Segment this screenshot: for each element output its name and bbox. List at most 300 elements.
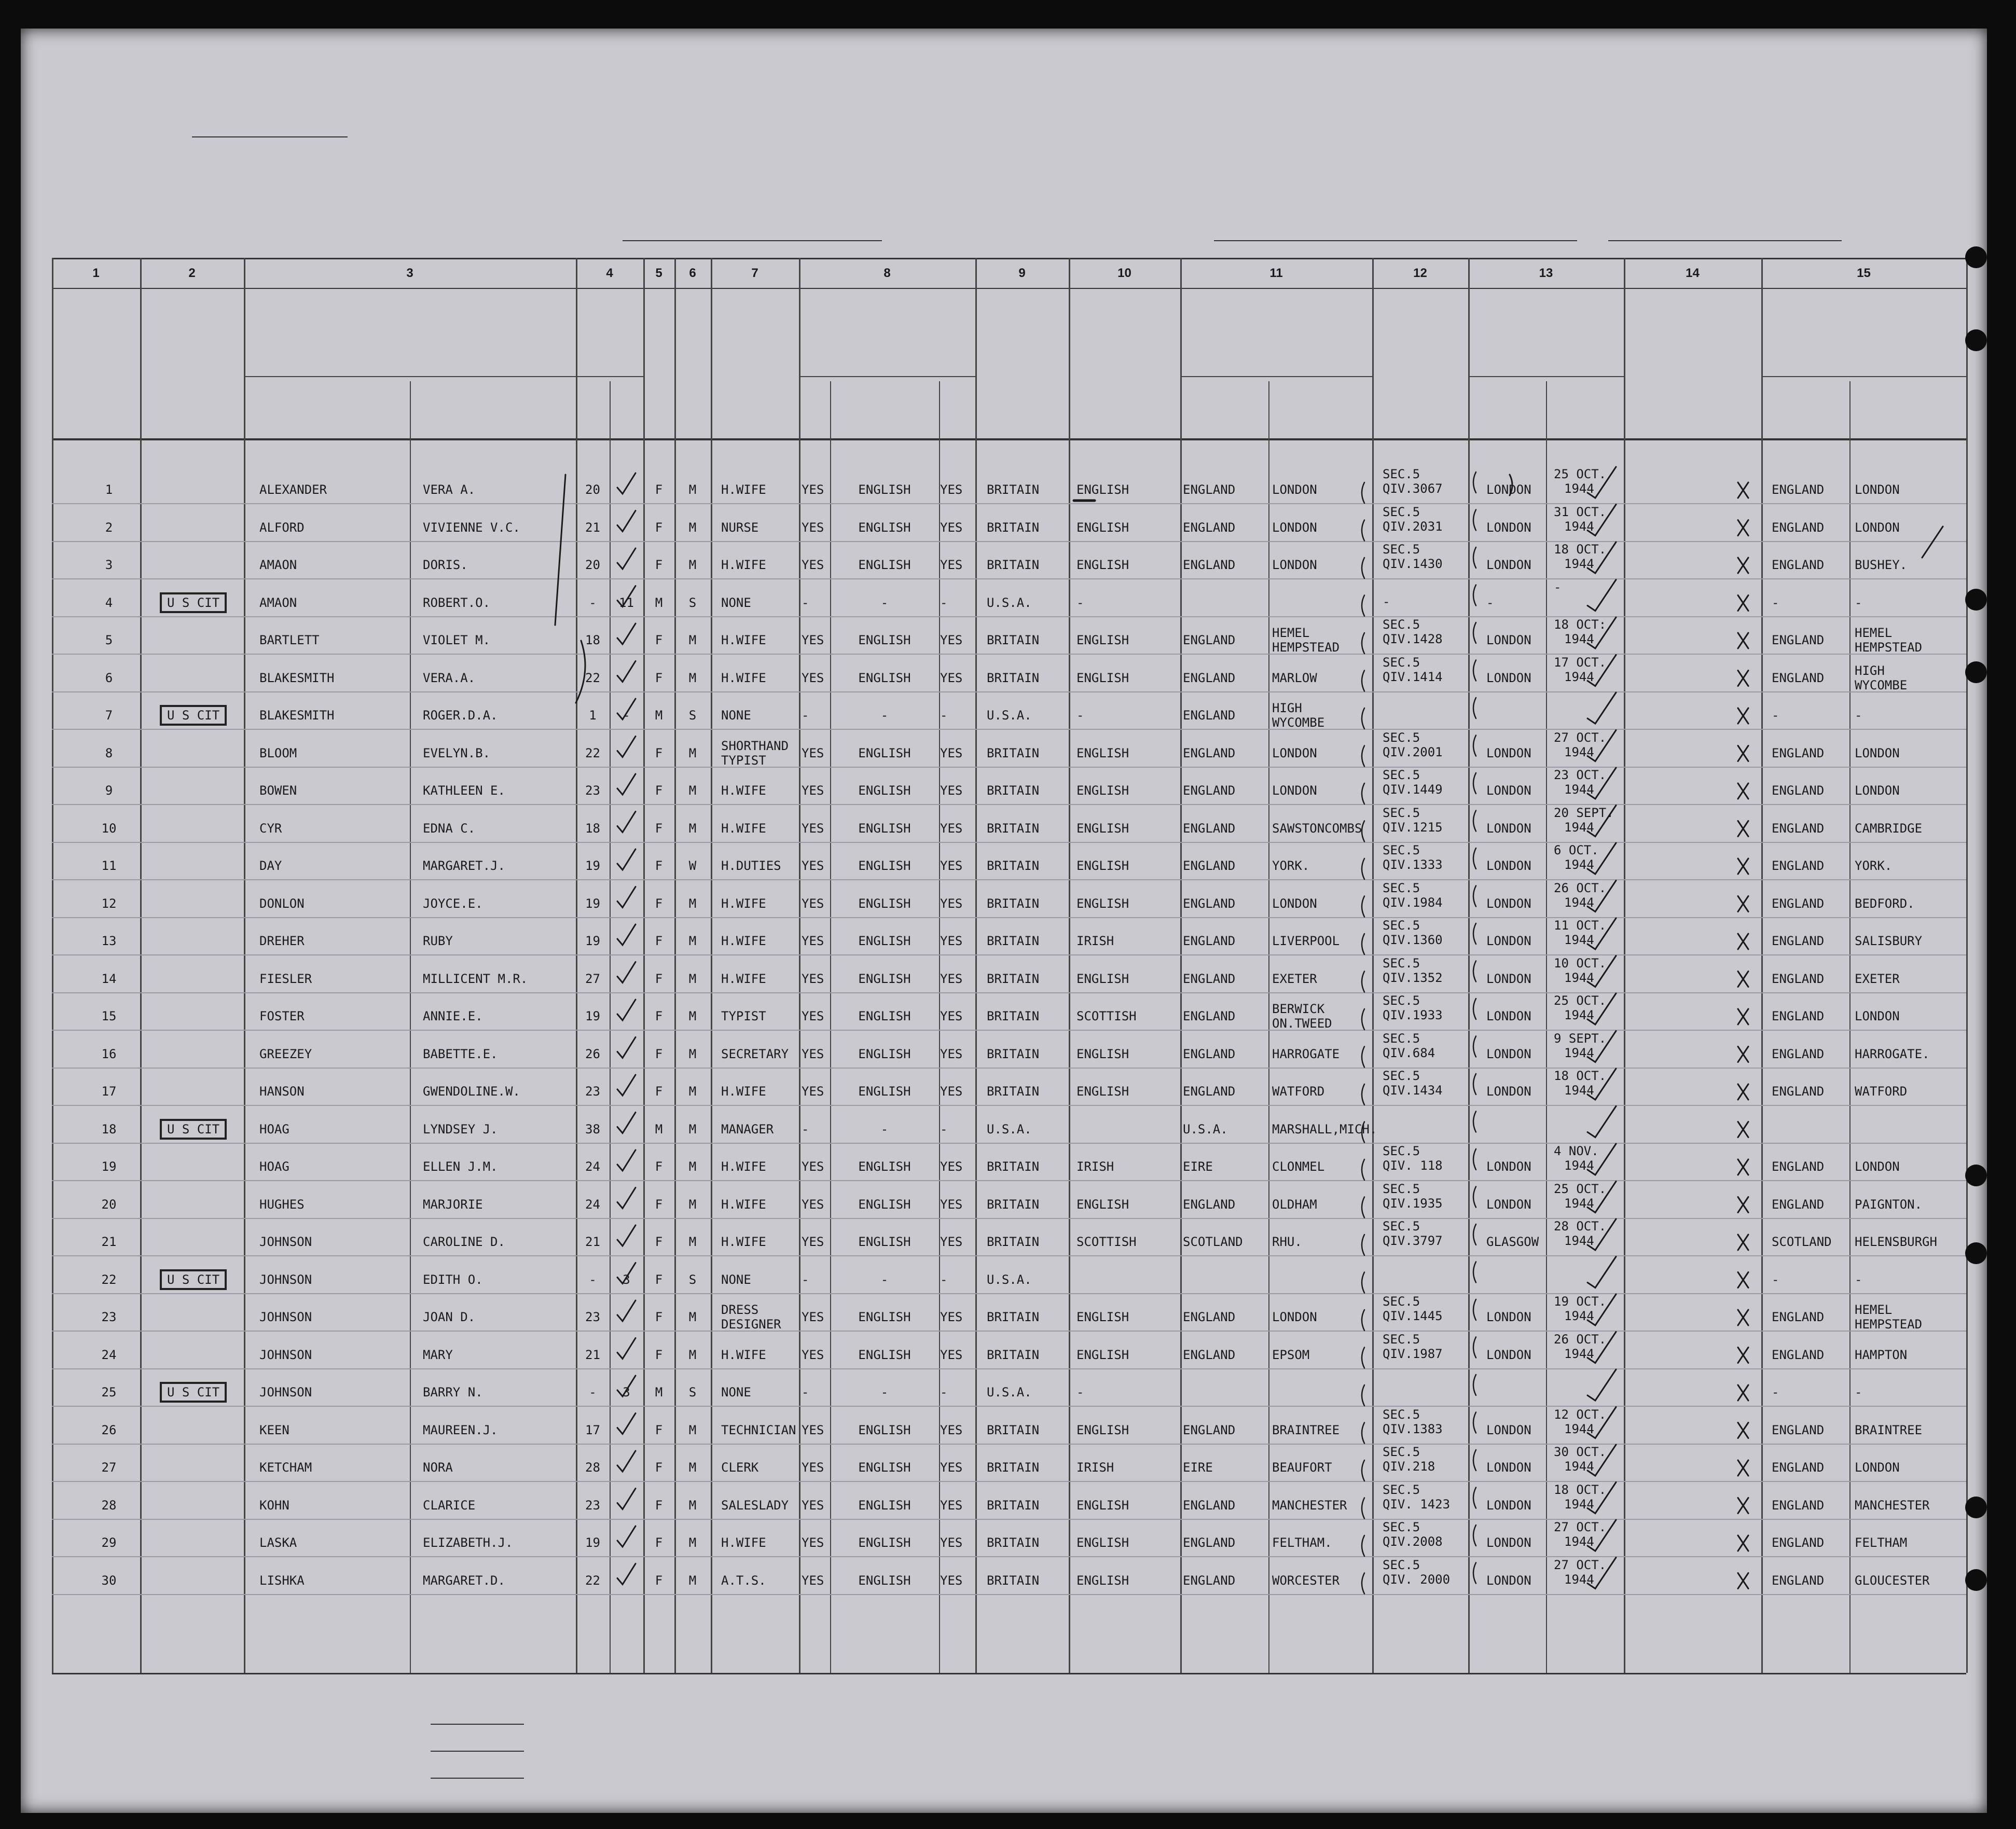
- cell-rcity: LONDON: [1855, 520, 1900, 535]
- cell-issue-year: 1944: [1564, 481, 1594, 496]
- cell-read: YES: [802, 1084, 824, 1099]
- cell-visa-number: QIV.3797: [1383, 1234, 1443, 1248]
- cell-race: ENGLISH: [1076, 520, 1129, 535]
- cell-family: HOAG: [259, 1159, 289, 1174]
- cell-given: JOYCE.E.: [423, 896, 483, 911]
- handwritten-mark: [1587, 918, 1616, 949]
- handwritten-mark: [617, 1489, 636, 1509]
- cell-bcity: HIGH WYCOMBE: [1272, 701, 1325, 730]
- handwritten-mark: [1473, 773, 1476, 794]
- handwritten-mark: [617, 1376, 636, 1396]
- cell-write: YES: [940, 745, 963, 760]
- cell-rcountry: ENGLAND: [1772, 1573, 1825, 1588]
- cell-bcity: MARSHALL,MICH.: [1272, 1121, 1377, 1137]
- cell-visa-number: QIV.1933: [1383, 1008, 1443, 1022]
- handwritten-mark: [617, 548, 636, 569]
- cell-visa-number: QIV.1215: [1383, 820, 1443, 835]
- handwritten-mark: [617, 586, 636, 607]
- cell-nat: U.S.A.: [987, 708, 1032, 723]
- cell-visa-number: QIV.1935: [1383, 1196, 1443, 1211]
- cell-visa-section: SEC.5: [1383, 1144, 1420, 1158]
- handwritten-mark: [1362, 1385, 1364, 1406]
- handwritten-mark: [1473, 1112, 1476, 1132]
- cell-lang: ENGLISH: [858, 1046, 911, 1061]
- cell-race: ENGLISH: [1076, 783, 1129, 798]
- us-citizen-stamp: U S CIT: [160, 705, 227, 726]
- handwritten-mark: [1587, 1069, 1616, 1100]
- cell-ms: S: [688, 1272, 697, 1287]
- cell-yrs: 19: [585, 1535, 600, 1550]
- cell-visa-section: SEC.5: [1383, 1332, 1420, 1347]
- cell-occ: NONE: [721, 708, 751, 723]
- cell-ms: M: [688, 1121, 697, 1137]
- handwritten-mark: [1738, 1460, 1748, 1476]
- cell-visa-section: SEC.5: [1383, 768, 1420, 782]
- cell-no: 14: [101, 971, 117, 986]
- cell-nat: BRITAIN: [987, 1084, 1040, 1099]
- cell-yrs: 23: [585, 783, 600, 798]
- cell-yrs: 19: [585, 858, 600, 873]
- cell-yrs: 18: [585, 821, 600, 836]
- cell-lang: ENGLISH: [858, 858, 911, 873]
- cell-rcity: YORK.: [1855, 858, 1893, 873]
- cell-visa-section: SEC.5: [1383, 805, 1420, 820]
- cell-write: -: [940, 1385, 948, 1400]
- cell-read: YES: [802, 1573, 824, 1588]
- cell-rcountry: ENGLAND: [1772, 1535, 1825, 1550]
- cell-no: 30: [101, 1573, 117, 1588]
- cell-given: LYNDSEY J.: [423, 1121, 498, 1137]
- cell-nat: BRITAIN: [987, 520, 1040, 535]
- handwritten-mark: [1362, 783, 1364, 804]
- cell-family: BOWEN: [259, 783, 297, 798]
- cell-sex: M: [655, 1385, 663, 1400]
- cell-given: MAUREEN.J.: [423, 1422, 498, 1437]
- handwritten-mark: [1362, 1498, 1364, 1519]
- cell-write: YES: [940, 482, 963, 497]
- cell-issue-year: 1944: [1564, 1534, 1594, 1549]
- cell-issue-year: 1944: [1564, 1045, 1594, 1060]
- cell-sex: F: [655, 896, 663, 911]
- cell-bcity: BERWICK ON.TWEED: [1272, 1002, 1332, 1031]
- cell-iplace: LONDON: [1486, 1460, 1531, 1475]
- cell-nat: BRITAIN: [987, 821, 1040, 836]
- cell-visa-section: SEC.5: [1383, 1520, 1420, 1534]
- cell-no: 4: [105, 595, 113, 610]
- cell-race: IRISH: [1076, 934, 1114, 948]
- handwritten-mark: [1587, 1106, 1616, 1138]
- cell-issue-date: 20 SEPT.: [1554, 805, 1614, 820]
- cell-family: KOHN: [259, 1498, 289, 1513]
- handwritten-mark: [1473, 585, 1476, 606]
- cell-sex: M: [655, 1121, 663, 1137]
- handwritten-mark: [1738, 858, 1748, 874]
- cell-no: 7: [105, 708, 113, 723]
- cell-rcountry: ENGLAND: [1772, 1310, 1825, 1324]
- column-number: 6: [689, 266, 696, 280]
- handwritten-mark: [1473, 923, 1476, 944]
- column-number: 5: [655, 266, 662, 280]
- cell-bcountry: ENGLAND: [1183, 1422, 1236, 1437]
- us-citizen-stamp: U S CIT: [160, 1269, 227, 1290]
- handwritten-mark: [1587, 1182, 1616, 1213]
- cell-write: YES: [940, 1573, 963, 1588]
- cell-visa-number: QIV.1383: [1383, 1421, 1443, 1436]
- cell-yrs: 23: [585, 1084, 600, 1099]
- cell-issue-date: 18 OCT.: [1554, 1069, 1607, 1083]
- cell-race: ENGLISH: [1076, 858, 1129, 873]
- cell-occ: NONE: [721, 1272, 751, 1287]
- cell-family: HUGHES: [259, 1197, 305, 1212]
- cell-lang: -: [880, 1121, 889, 1137]
- cell-visa-number: QIV.1434: [1383, 1083, 1443, 1098]
- cell-issue-date: 26 OCT.: [1554, 1332, 1607, 1347]
- cell-issue-date: 27 OCT.: [1554, 1557, 1607, 1572]
- handwritten-mark: [1362, 482, 1364, 503]
- cell-nat: BRITAIN: [987, 971, 1040, 986]
- cell-lang: ENGLISH: [858, 1535, 911, 1550]
- cell-write: YES: [940, 896, 963, 911]
- handwritten-mark: [1473, 1337, 1476, 1358]
- cell-yrs: 20: [585, 558, 600, 572]
- handwritten-mark: [1738, 482, 1748, 498]
- cell-lang: ENGLISH: [858, 520, 911, 535]
- cell-sex: F: [655, 482, 663, 497]
- cell-yrs: 23: [585, 1310, 600, 1324]
- column-number: 2: [188, 266, 196, 280]
- handwritten-mark: [1362, 671, 1364, 691]
- handwritten-mark: [1473, 1036, 1476, 1057]
- cell-visa-number: QIV.1414: [1383, 669, 1443, 684]
- cell-occ: NONE: [721, 595, 751, 610]
- cell-yrs: 19: [585, 1009, 600, 1023]
- cell-given: ROBERT.O.: [423, 595, 491, 610]
- handwritten-mark: [1738, 746, 1748, 761]
- cell-issue-date: 28 OCT.: [1554, 1219, 1607, 1234]
- cell-nat: BRITAIN: [987, 1498, 1040, 1513]
- cell-family: JOHNSON: [259, 1310, 312, 1324]
- cell-nat: BRITAIN: [987, 1235, 1040, 1249]
- cell-rcountry: ENGLAND: [1772, 1084, 1825, 1099]
- handwritten-mark: [1587, 1031, 1616, 1062]
- handwritten-mark: [617, 1338, 636, 1359]
- cell-visa-number: -: [1383, 594, 1390, 609]
- cell-rcountry: ENGLAND: [1772, 858, 1825, 873]
- cell-no: 23: [101, 1310, 117, 1324]
- cell-bcountry: ENGLAND: [1183, 1084, 1236, 1099]
- handwritten-mark: [1362, 708, 1364, 729]
- handwritten-mark: [1587, 1144, 1616, 1175]
- handwritten-mark: [617, 473, 636, 494]
- cell-no: 15: [101, 1009, 117, 1023]
- cell-lang: ENGLISH: [858, 1573, 911, 1588]
- cell-issue-date: 25 OCT.: [1554, 1181, 1607, 1196]
- cell-given: VERA.A.: [423, 670, 476, 685]
- cell-write: -: [940, 595, 948, 610]
- cell-rcity: HEMEL HEMPSTEAD: [1855, 626, 1923, 655]
- cell-iplace: LONDON: [1486, 670, 1531, 685]
- cell-bcity: LONDON: [1272, 745, 1317, 760]
- binder-hole: [1965, 1497, 1987, 1518]
- handwritten-mark: [1362, 1460, 1364, 1481]
- cell-nat: U.S.A.: [987, 1385, 1032, 1400]
- handwritten-mark: [1473, 1299, 1476, 1320]
- cell-read: YES: [802, 482, 824, 497]
- cell-issue-date: 30 OCT.: [1554, 1445, 1607, 1459]
- handwritten-mark: [1738, 934, 1748, 949]
- cell-rcountry: ENGLAND: [1772, 896, 1825, 911]
- cell-bcity: BEAUFORT: [1272, 1460, 1332, 1475]
- cell-issue-year: 1944: [1564, 744, 1594, 759]
- cell-rcountry: ENGLAND: [1772, 1046, 1825, 1061]
- cell-write: YES: [940, 934, 963, 948]
- cell-no: 25: [101, 1385, 117, 1400]
- cell-read: YES: [802, 1046, 824, 1061]
- cell-bcountry: ENGLAND: [1183, 821, 1236, 836]
- cell-ms: M: [688, 1197, 697, 1212]
- cell-rcountry: ENGLAND: [1772, 520, 1825, 535]
- cell-visa-number: QIV.1360: [1383, 933, 1443, 947]
- cell-visa-section: SEC.5: [1383, 918, 1420, 933]
- cell-race: ENGLISH: [1076, 1310, 1129, 1324]
- cell-given: ELLEN J.M.: [423, 1159, 498, 1174]
- cell-iplace: LONDON: [1486, 1084, 1531, 1099]
- handwritten-mark: [617, 887, 636, 908]
- cell-iplace: LONDON: [1486, 745, 1531, 760]
- cell-issue-date: 10 OCT.: [1554, 955, 1607, 971]
- handwritten-mark: [617, 699, 636, 719]
- cell-issue-date: 25 OCT.: [1554, 993, 1607, 1008]
- cell-occ: H.WIFE: [721, 1159, 766, 1174]
- cell-yrs: 28: [585, 1460, 600, 1475]
- cell-iplace: LONDON: [1486, 934, 1531, 948]
- cell-family: JOHNSON: [259, 1235, 312, 1249]
- cell-iplace: GLASGOW: [1486, 1235, 1539, 1249]
- handwritten-mark: [617, 1000, 636, 1020]
- handwritten-mark: [1362, 1159, 1364, 1180]
- cell-rcountry: ENGLAND: [1772, 934, 1825, 948]
- cell-bcity: HARROGATE: [1272, 1046, 1340, 1061]
- cell-ms: M: [688, 745, 697, 760]
- cell-read: -: [802, 708, 809, 723]
- cell-write: YES: [940, 1422, 963, 1437]
- cell-read: YES: [802, 858, 824, 873]
- cell-bcountry: ENGLAND: [1183, 670, 1236, 685]
- handwritten-mark: [1473, 848, 1476, 869]
- cell-read: YES: [802, 633, 824, 647]
- cell-issue-year: 1944: [1564, 1346, 1594, 1361]
- handwritten-mark: [1473, 961, 1476, 982]
- cell-no: 10: [101, 821, 117, 836]
- cell-no: 29: [101, 1535, 117, 1550]
- handwritten-mark: [1738, 1272, 1748, 1288]
- handwritten-mark: [1587, 1257, 1616, 1288]
- cell-lang: ENGLISH: [858, 971, 911, 986]
- handwritten-mark: [1587, 1558, 1616, 1589]
- cell-occ: CLERK: [721, 1460, 759, 1475]
- cell-sex: F: [655, 670, 663, 685]
- cell-visa-number: QIV. 1423: [1383, 1497, 1451, 1512]
- cell-write: YES: [940, 971, 963, 986]
- cell-occ: H.WIFE: [721, 670, 766, 685]
- cell-write: YES: [940, 821, 963, 836]
- cell-occ: H.DUTIES: [721, 858, 781, 873]
- cell-occ: A.T.S.: [721, 1573, 766, 1588]
- cell-given: NORA: [423, 1460, 453, 1475]
- cell-bcountry: ENGLAND: [1183, 1347, 1236, 1362]
- cell-lang: ENGLISH: [858, 896, 911, 911]
- handwritten-mark: [1362, 520, 1364, 541]
- column-number: 11: [1269, 266, 1283, 280]
- cell-given: RUBY: [423, 934, 453, 948]
- cell-lang: ENGLISH: [858, 633, 911, 647]
- cell-sex: F: [655, 1009, 663, 1023]
- handwritten-mark: [1473, 1224, 1476, 1245]
- handwritten-mark: [1473, 660, 1476, 681]
- cell-sex: F: [655, 520, 663, 535]
- cell-bcity: YORK.: [1272, 858, 1310, 873]
- cell-race: ENGLISH: [1076, 558, 1129, 572]
- cell-sex: F: [655, 1046, 663, 1061]
- handwritten-mark: [617, 1150, 636, 1171]
- cell-ms: M: [688, 1159, 697, 1174]
- cell-no: 6: [105, 670, 113, 685]
- cell-issue-year: 1944: [1564, 1421, 1594, 1436]
- cell-write: YES: [940, 1535, 963, 1550]
- handwritten-mark: [1738, 633, 1748, 648]
- us-citizen-stamp: U S CIT: [160, 1119, 227, 1140]
- cell-iplace: LONDON: [1486, 783, 1531, 798]
- cell-sex: F: [655, 558, 663, 572]
- cell-ms: M: [688, 1235, 697, 1249]
- cell-given: JOAN D.: [423, 1310, 476, 1324]
- footer-citizens-line: [431, 1751, 524, 1752]
- cell-race: SCOTTISH: [1076, 1235, 1137, 1249]
- cell-visa-section: SEC.5: [1383, 993, 1420, 1008]
- cell-family: BLAKESMITH: [259, 670, 335, 685]
- binder-hole: [1965, 1569, 1987, 1591]
- cell-no: 12: [101, 896, 117, 911]
- cell-sex: M: [655, 595, 663, 610]
- cell-no: 18: [101, 1121, 117, 1137]
- handwritten-mark: [1587, 1520, 1616, 1551]
- handwritten-mark: [1738, 1084, 1748, 1100]
- cell-bcountry: EIRE: [1183, 1460, 1213, 1475]
- cell-bcity: MARLOW: [1272, 670, 1317, 685]
- cell-visa-section: SEC.5: [1383, 504, 1420, 519]
- cell-rcountry: -: [1772, 595, 1779, 610]
- cell-no: 21: [101, 1235, 117, 1249]
- cell-issue-date: 25 OCT.: [1554, 467, 1607, 481]
- cell-issue-year: 1944: [1564, 1008, 1594, 1022]
- cell-issue-date: -: [1554, 579, 1562, 594]
- cell-race: -: [1076, 595, 1084, 610]
- cell-ms: M: [688, 896, 697, 911]
- cell-visa-number: QIV.2031: [1383, 519, 1443, 534]
- column-number: 8: [883, 266, 891, 280]
- cell-visa-number: QIV.218: [1383, 1459, 1435, 1474]
- handwritten-mark: [1362, 595, 1364, 616]
- cell-given: EDITH O.: [423, 1272, 483, 1287]
- cell-visa-number: QIV.1984: [1383, 895, 1443, 910]
- cell-race: ENGLISH: [1076, 1197, 1129, 1212]
- cell-family: KEEN: [259, 1422, 289, 1437]
- handwritten-mark: [1738, 1348, 1748, 1363]
- manifest-sheet: [21, 29, 1987, 1813]
- cell-rcountry: -: [1772, 708, 1779, 723]
- cell-given: BABETTE.E.: [423, 1046, 498, 1061]
- cell-issue-date: 12 OCT.: [1554, 1407, 1607, 1422]
- cell-iplace: LONDON: [1486, 520, 1531, 535]
- cell-rcountry: ENGLAND: [1772, 1197, 1825, 1212]
- cell-bcountry: ENGLAND: [1183, 482, 1236, 497]
- cell-mos: 3: [623, 1385, 630, 1400]
- handwritten-mark: [1362, 558, 1364, 578]
- cell-sex: M: [655, 708, 663, 723]
- cell-yrs: 24: [585, 1197, 600, 1212]
- cell-yrs: 26: [585, 1046, 600, 1061]
- column-number: 15: [1857, 266, 1871, 280]
- cell-read: -: [802, 1385, 809, 1400]
- handwritten-mark: [1738, 558, 1748, 573]
- cell-write: YES: [940, 858, 963, 873]
- cell-visa-section: SEC.5: [1383, 617, 1420, 632]
- cell-rcity: LONDON: [1855, 1159, 1900, 1174]
- cell-rcountry: -: [1772, 1385, 1779, 1400]
- cell-given: CAROLINE D.: [423, 1235, 505, 1249]
- cell-visa-section: SEC.5: [1383, 542, 1420, 557]
- handwritten-mark: [1587, 617, 1616, 648]
- cell-issue-year: 1944: [1564, 933, 1594, 947]
- cell-no: 8: [105, 745, 113, 760]
- handwritten-mark: [1473, 1450, 1476, 1471]
- cell-read: YES: [802, 896, 824, 911]
- handwritten-mark: [1587, 505, 1616, 536]
- cell-yrs: 23: [585, 1498, 600, 1513]
- handwritten-mark: [617, 1075, 636, 1096]
- cell-bcountry: ENGLAND: [1183, 633, 1236, 647]
- handwritten-mark: [1587, 1219, 1616, 1250]
- handwritten-mark: [1587, 993, 1616, 1024]
- cell-visa-section: SEC.5: [1383, 955, 1420, 971]
- cell-iplace: LONDON: [1486, 1046, 1531, 1061]
- cell-visa-section: SEC.5: [1383, 1219, 1420, 1234]
- cell-rcountry: ENGLAND: [1772, 670, 1825, 685]
- us-citizen-stamp: U S CIT: [160, 592, 227, 613]
- handwritten-mark: [1473, 1187, 1476, 1208]
- cell-issue-year: 1944: [1564, 1459, 1594, 1474]
- handwritten-mark: [1587, 881, 1616, 912]
- cell-lang: ENGLISH: [858, 1347, 911, 1362]
- cell-iplace: LONDON: [1486, 1422, 1531, 1437]
- cell-rcity: CAMBRIDGE: [1855, 821, 1923, 836]
- cell-issue-year: 1944: [1564, 1497, 1594, 1512]
- cell-lang: -: [880, 595, 889, 610]
- cell-ms: M: [688, 1046, 697, 1061]
- handwritten-mark: [1587, 1332, 1616, 1363]
- cell-lang: ENGLISH: [858, 1460, 911, 1475]
- cell-given: VERA A.: [423, 482, 476, 497]
- cell-nat: BRITAIN: [987, 670, 1040, 685]
- cell-ms: S: [688, 595, 697, 610]
- handwritten-mark: [1473, 698, 1476, 718]
- cell-race: ENGLISH: [1076, 670, 1129, 685]
- cell-mos: 11: [619, 595, 634, 610]
- column-number: 4: [606, 266, 613, 280]
- cell-no: 16: [101, 1046, 117, 1061]
- cell-visa-section: SEC.5: [1383, 1482, 1420, 1497]
- cell-lang: ENGLISH: [858, 1310, 911, 1324]
